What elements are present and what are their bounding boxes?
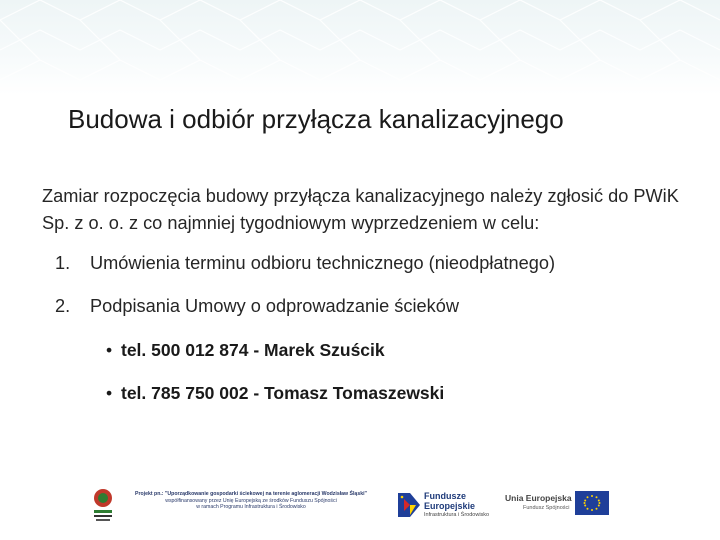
project-line: w ramach Programu Infrastruktura i Środowisko	[196, 504, 306, 511]
contact-item	[106, 383, 444, 404]
contact-text: tel. 500 012 874 - Marek Szuścik	[121, 340, 385, 360]
ue-name: Unia Europejska	[505, 493, 572, 503]
list-number: 2.	[55, 296, 71, 316]
intro-paragraph: Zamiar rozpoczęcia budowy przyłącza kanalizacyjnego należy zgłosić do PWiK Sp. z o. o. z co najmniej tygodniowym wyprzedzeniem w celu:	[42, 186, 679, 233]
project-line: Projekt pn.: "Uporządkowanie gospodarki ściekowej na terenie aglomeracji Wodzisław Śląski"	[135, 491, 367, 497]
decorative-header-band	[0, 0, 720, 95]
fundusze-europejskie-logo-icon	[396, 489, 422, 521]
project-line: współfinansowany przez Unię Europejską ze środków Funduszu Spójności	[165, 497, 337, 504]
ue-label	[505, 493, 585, 513]
ue-fund: Fundusz Spójności	[523, 505, 570, 511]
list-number: 1.	[55, 253, 71, 273]
pattern-graphic	[0, 0, 720, 95]
fe-program: Infrastruktura i Środowisko	[424, 512, 490, 518]
list-item-text: Podpisania Umowy o odprowadzanie ścieków	[90, 296, 459, 316]
list-item	[55, 296, 459, 317]
bullet-glyph: •	[106, 383, 113, 403]
slide-title: Budowa i odbiór przyłącza kanalizacyjnego	[68, 104, 564, 134]
fe-name-line: Europejskie	[424, 501, 476, 511]
fe-label	[424, 491, 489, 519]
contact-text: tel. 785 750 002 - Tomasz Tomaszewski	[121, 383, 445, 403]
fe-name-line: Fundusze	[424, 491, 466, 501]
list-item-text: Umówienia terminu odbioru technicznego (nieodpłatnego)	[90, 253, 556, 273]
bullet-glyph: •	[106, 340, 113, 360]
contact-item	[106, 340, 385, 361]
company-logo-icon	[90, 486, 116, 526]
list-item	[55, 253, 555, 274]
eu-flag-icon	[575, 491, 609, 515]
project-description	[116, 491, 386, 511]
